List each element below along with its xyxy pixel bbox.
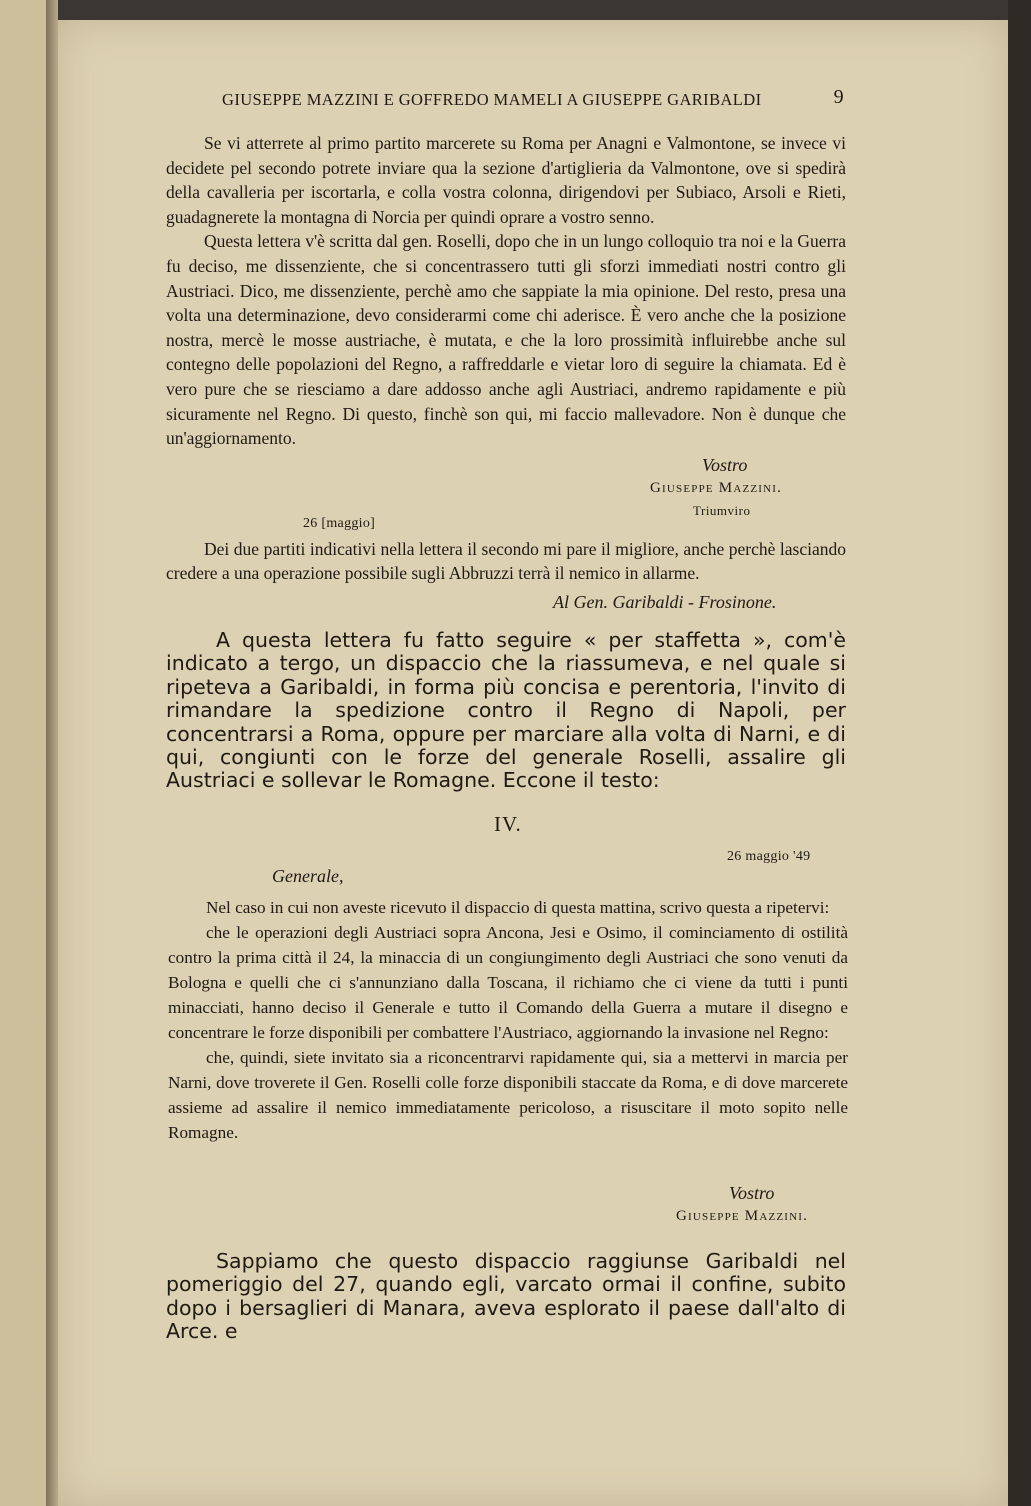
section-number: IV. xyxy=(494,812,522,836)
letter-two-body xyxy=(168,895,848,1145)
letter-one-signature: Giuseppe Mazzini. xyxy=(650,480,783,496)
letter-two-salutation: Generale, xyxy=(272,866,344,886)
letter-one-body xyxy=(166,131,846,451)
page-number: 9 xyxy=(833,86,844,108)
postscript-note xyxy=(166,537,846,585)
narrative-paragraph-one xyxy=(166,629,846,793)
letter-two-paragraph: Nel caso in cui non aveste ricevuto il dispaccio di questa mattina, scrivo questa a ripetervi: xyxy=(206,898,830,917)
letter-two-paragraph: che, quindi, siete invitato sia a riconcentrarvi rapidamente qui, sia a mettervi in marcia per Narni, dove troverete il Gen. Roselli colle forze disponibili staccate da Roma, e di dove marcerete assieme ad assalire il nemico immediatamente pericoloso, a risuscitare il moto sopito nelle Romagne. xyxy=(168,1048,848,1142)
letter-two-paragraph: che le operazioni degli Austriaci sopra Ancona, Jesi e Osimo, il cominciamento di ostilità contro la prima città il 24, la minaccia di un congiungimento degli Austriaci che sono venuti da Bologna e quelli che ci s'annunziano dalla Toscana, il richiamo che ci viene da tutti i punti minacciati, hanno deciso il Generale e tutto il Comando della Guerra a mutare il disegno e concentrare le forze disponibili per combattere l'Austriaco, aggiornando la invasione nel Regno: xyxy=(168,923,848,1042)
letter-two-signature: Giuseppe Mazzini. xyxy=(676,1208,809,1224)
letter-one-role: Triumviro xyxy=(693,503,751,518)
letter-one-paragraph: Questa lettera v'è scritta dal gen. Roselli, dopo che in un lungo colloquio tra noi e la Guerra fu deciso, me dissenziente, che si concentrassero tutti gli sforzi immediati nostri contro gli Austriaci. Dico, me dissenziente, perchè amo che sappiate la mia opinione. Del resto, presa una volta una determinazione, devo considerarmi come chi aderisce. È vero anche che la posizione nostra, mercè le mosse austriache, è mutata, e che la loro prossimità influirebbe anche sul contegno delle popolazioni del Regno, a raffreddarle e vietar loro di seguire la chiamata. Ed è vero pure che se riesciamo a dare addosso anche agli Austriaci, andremo rapidamente e più sicuramente nel Regno. Di questo, finchè son qui, mi faccio mallevadore. Non è dunque che un'aggiornamento. xyxy=(166,231,846,449)
narrative-text: Sappiamo che questo dispaccio raggiunse Garibaldi nel pomeriggio del 27, quando egli, varcato ormai il confine, subito dopo i bersaglieri di Manara, aveva esplorato il paese dall'alto di Arce. e xyxy=(166,1249,846,1344)
letter-two-date: 26 maggio '49 xyxy=(727,849,811,864)
letter-one-closing: Vostro xyxy=(702,455,748,475)
running-header xyxy=(164,86,844,114)
postscript-text: Dei due partiti indicativi nella lettera il secondo mi pare il migliore, anche perchè lasciando credere a una operazione possibile sugli Abbruzzi terrà il nemico in allarme. xyxy=(166,539,846,583)
narrative-paragraph-two xyxy=(166,1250,846,1344)
header-title: GIUSEPPE MAZZINI E GOFFREDO MAMELI A GIUSEPPE GARIBALDI xyxy=(222,90,762,109)
narrative-text: A questa lettera fu fatto seguire « per staffetta », com'è indicato a tergo, un dispaccio che la riassumeva, e nel quale si ripeteva a Garibaldi, in forma più concisa e perentoria, l'invito di rimandare la spedizione contro il Regno di Napoli, per concentrarsi a Roma, oppure per marciare alla volta di Narni, e di qui, congiunti con le forze del generale Roselli, assalire gli Austriaci e sollevar le Romagne. Eccone il testo: xyxy=(166,628,846,793)
letter-one-date: 26 [maggio] xyxy=(303,516,376,531)
book-gutter xyxy=(46,0,58,1506)
letter-one-paragraph: Se vi atterrete al primo partito marcerete su Roma per Anagni e Valmontone, se invece vi decidete pel secondo potrete inviare qua la sezione d'artiglieria da Valmontone, ove si spedirà della cavalleria per iscortarla, e colla vostra colonna, dirigendovi per Subiaco, Arsoli e Rieti, guadagnerete la montagna di Norcia per quindi oprare a vostro senno. xyxy=(166,133,846,227)
letter-addressee: Al Gen. Garibaldi - Frosinone. xyxy=(553,592,777,612)
facing-page-edge xyxy=(0,0,48,1506)
letter-two-closing: Vostro xyxy=(729,1183,775,1203)
scan-background xyxy=(1008,0,1031,1506)
